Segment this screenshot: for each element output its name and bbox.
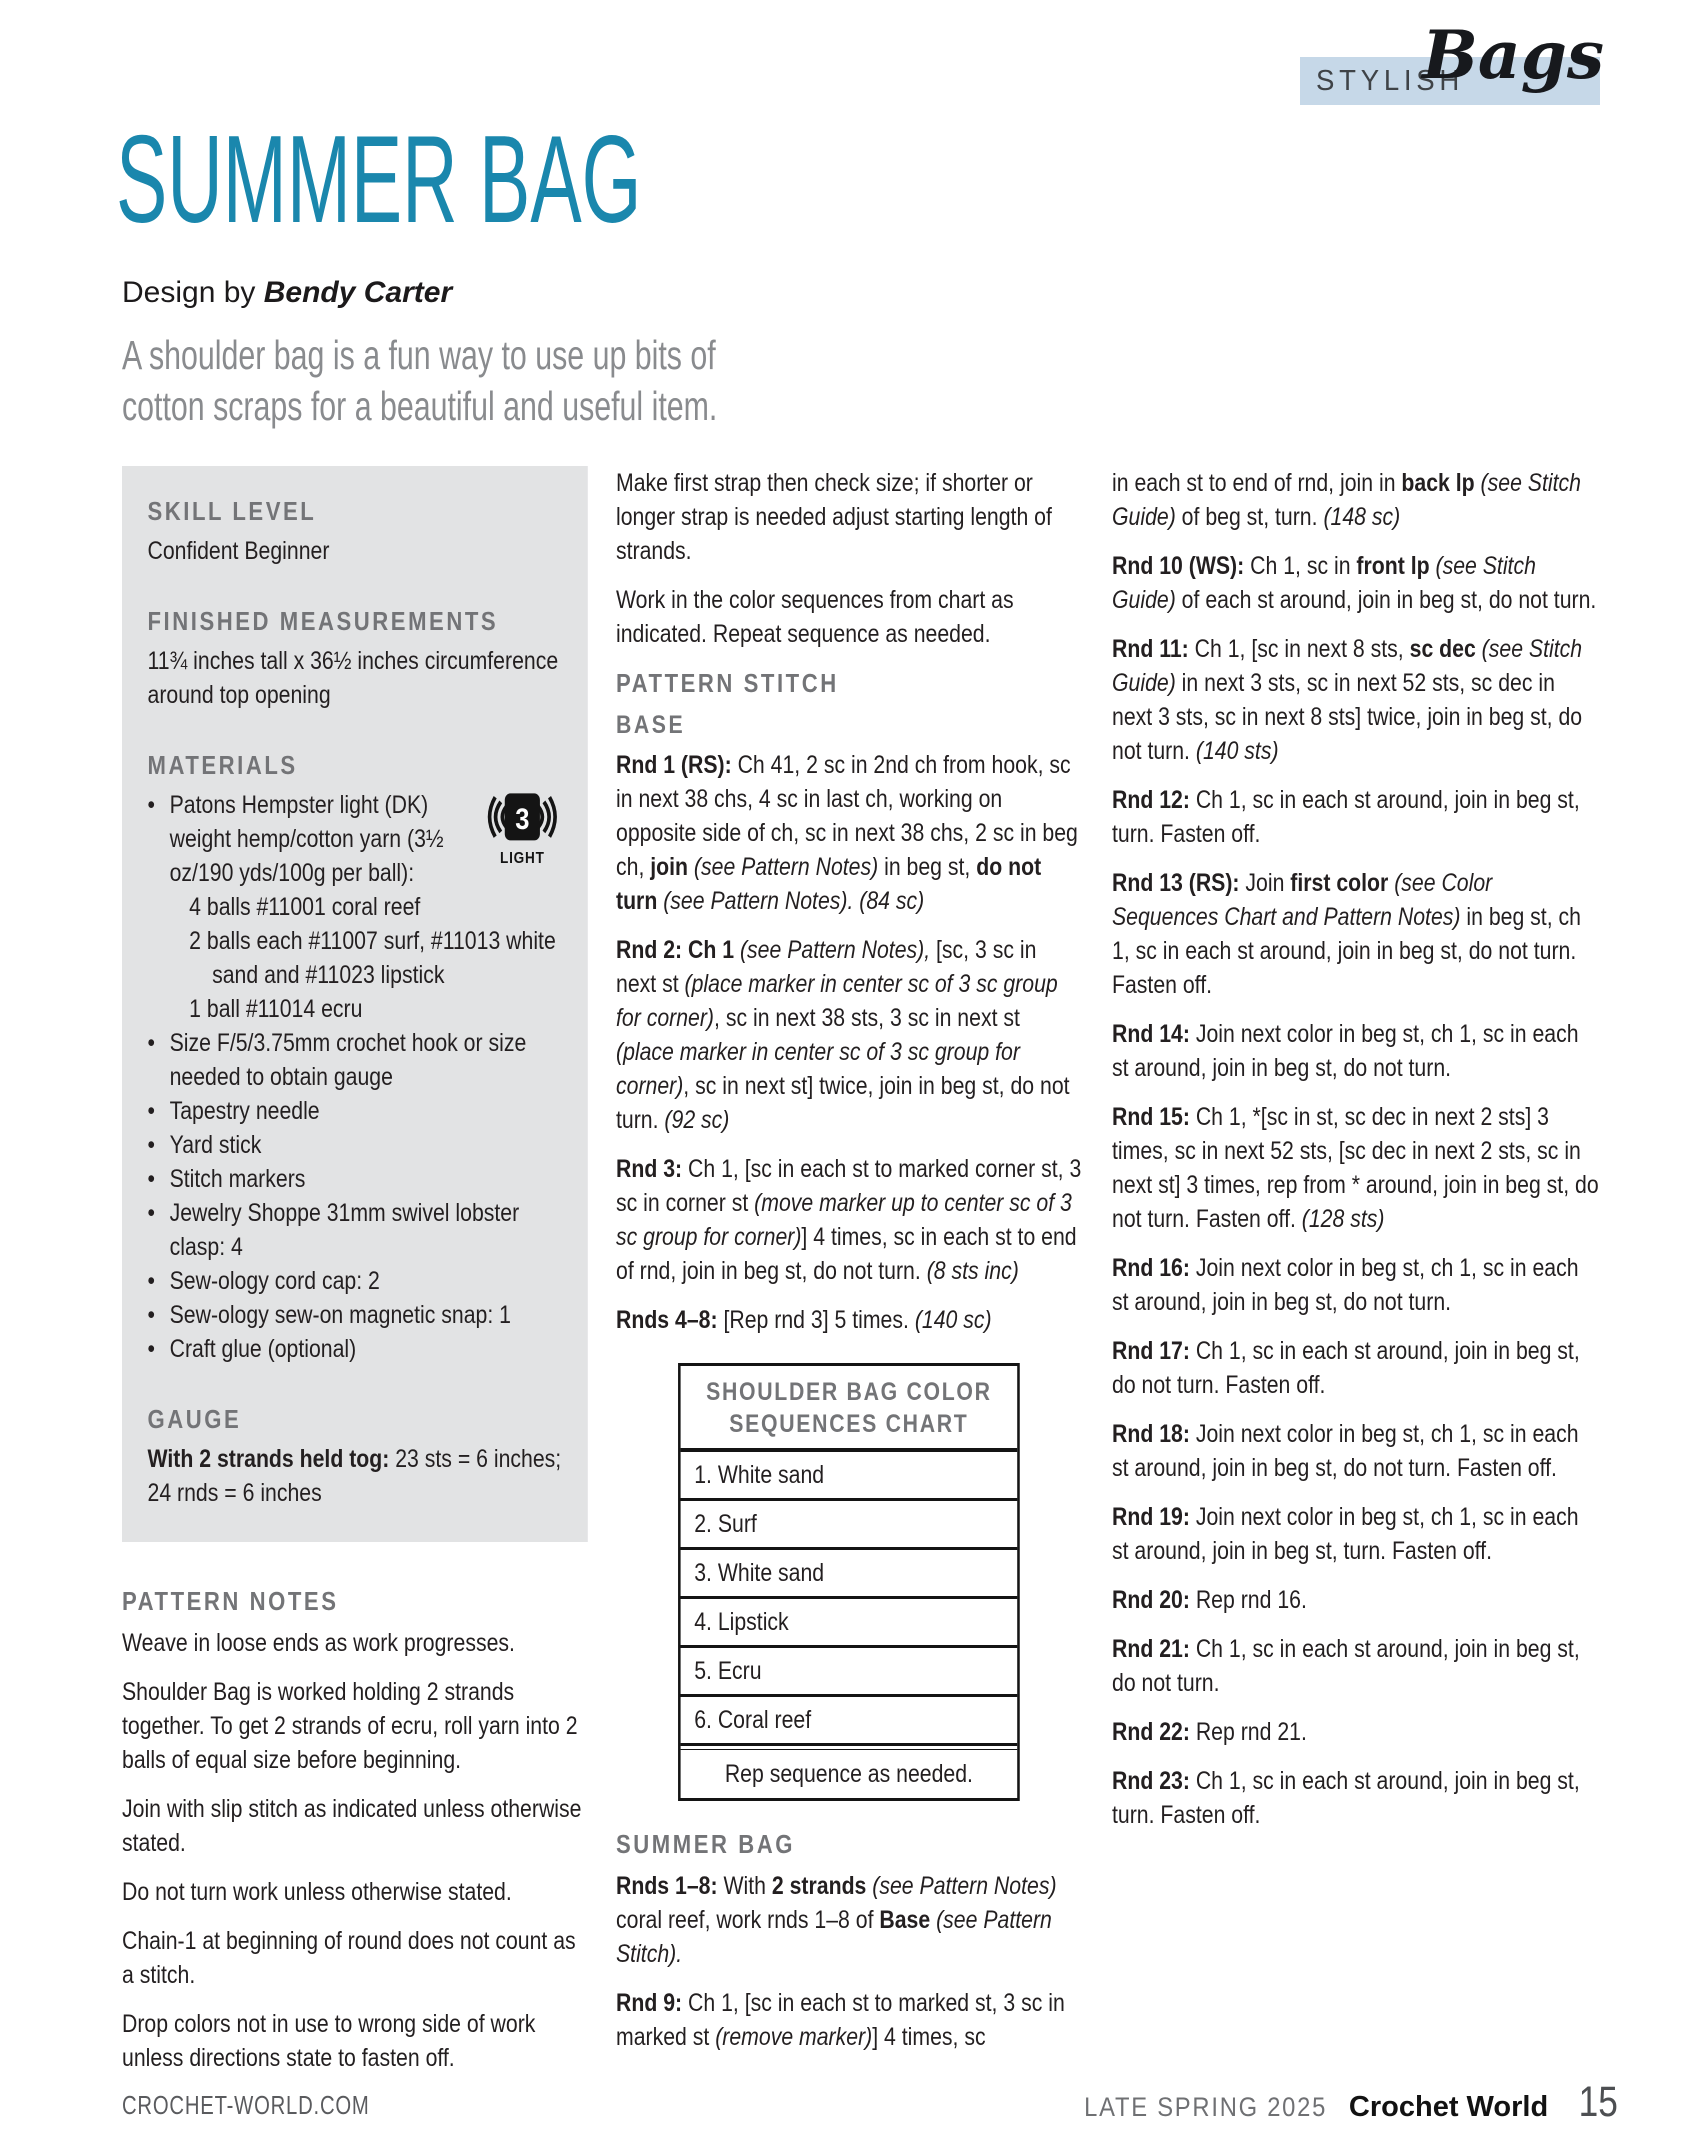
color-sequences-chart [678, 1363, 1020, 1801]
bullet-marker: • [147, 1029, 155, 1057]
byline-prefix: Design by [122, 276, 264, 309]
material-item [148, 1128, 563, 1162]
pattern-note: Join with slip stitch as indicated unless otherwise stated. [122, 1795, 582, 1857]
pattern-note: Drop colors not in use to wrong side of work unless directions state to fasten off. [122, 2010, 536, 2072]
material-text: Craft glue (optional) [169, 1335, 357, 1363]
material-subitem: 1 ball #11014 ecru [189, 995, 363, 1023]
masthead-bags-script: Bags [1422, 16, 1604, 94]
material-item [148, 1298, 563, 1332]
gauge-value [148, 1442, 563, 1510]
round-instruction: Rnds 4–8: [Rep rnd 3] 5 times. (140 sc) [616, 1306, 992, 1334]
gauge-heading: GAUGE [147, 1404, 242, 1434]
footer-issue: LATE SPRING 2025 [1083, 2092, 1327, 2122]
skill-level-value: Confident Beginner [147, 537, 330, 565]
round-instruction: Rnd 16: Join next color in beg st, ch 1, sc in each st around, join in beg st, do not turn. [1112, 1254, 1579, 1316]
material-text: Stitch markers [169, 1165, 306, 1193]
finished-measurements-heading: FINISHED MEASUREMENTS [147, 606, 499, 636]
bullet-marker: • [147, 791, 155, 819]
material-item-yarn [148, 788, 563, 1026]
round-instruction: Rnd 3: Ch 1, [sc in each st to marked corner st, 3 sc in corner st (move marker up to center sc of 3 sc group for corner)] 4 times, sc in each st to end of rnd, join in beg st, do not turn. (8 sts inc) [616, 1155, 1082, 1285]
material-item [148, 1264, 563, 1298]
round-instruction: Rnd 14: Join next color in beg st, ch 1, sc in each st around, join in beg st, do not turn. [1112, 1020, 1579, 1082]
material-item [148, 1162, 563, 1196]
middle-column [616, 466, 1082, 2054]
intro-text [122, 330, 717, 432]
material-subitem: 4 balls #11001 coral reef [189, 893, 421, 921]
round-instruction: Rnd 10 (WS): Ch 1, sc in front lp (see Stitch Guide) of each st around, join in beg st, do not turn. [1112, 552, 1597, 614]
intro-line-1: A shoulder bag is a fun way to use up bits of [122, 332, 716, 378]
material-text: Yard stick [169, 1131, 262, 1159]
page-title: SUMMER BAG [116, 111, 642, 249]
chart-row: 5. Ecru [681, 1645, 1018, 1697]
bullet-marker: • [147, 1097, 155, 1125]
material-subitem: 2 balls each #11007 surf, #11013 white sand and #11023 lipstick [189, 927, 556, 989]
round-instruction: Rnds 1–8: With 2 strands (see Pattern Notes) coral reef, work rnds 1–8 of Base (see Pattern Stitch). [616, 1872, 1057, 1968]
round-instruction: Rnd 9: Ch 1, [sc in each st to marked st, 3 sc in marked st (remove marker)] 4 times, sc [616, 1989, 1065, 2051]
round-instruction: Rnd 15: Ch 1, *[sc in st, sc dec in next 2 sts] 3 times, sc in next 52 sts, [sc dec in next 2 sts, sc in next st] 3 times, rep from * around, join in beg st, do not turn. Fasten off. (128 sts) [1112, 1103, 1599, 1233]
round-instruction: Rnd 1 (RS): Ch 41, 2 sc in 2nd ch from hook, sc in next 38 chs, 4 sc in last ch, working on opposite side of ch, sc in next 38 chs, 2 sc in beg ch, join (see Pattern Notes) in beg st, do not turn (see Pattern Notes). (84 sc) [616, 751, 1078, 915]
footer-magazine-name: Crochet World [1348, 2091, 1549, 2123]
round-instruction: Rnd 2: Ch 1 (see Pattern Notes), [sc, 3 sc in next st (place marker in center sc of 3 sc group for corner), sc in next 38 sts, 3 sc in next st (place marker in center sc of 3 sc group for corner), sc in next st] twice, join in beg st, do not turn. (92 sc) [616, 936, 1070, 1134]
pattern-notes-section [122, 1584, 588, 2075]
left-column [122, 466, 588, 2075]
round-instruction: Rnd 22: Rep rnd 21. [1112, 1718, 1307, 1746]
material-item [148, 1332, 563, 1366]
bullet-marker: • [147, 1335, 155, 1363]
chart-row: 3. White sand [681, 1547, 1018, 1599]
intro-line-2: cotton scraps for a beautiful and useful item. [122, 383, 718, 429]
instruction-paragraph: Make first strap then check size; if shorter or longer strap is needed adjust starting length of strands. [616, 469, 1052, 565]
material-text: Sew-ology sew-on magnetic snap: 1 [169, 1301, 511, 1329]
masthead-stylish-label: STYLISH [1316, 64, 1465, 97]
material-text: Tapestry needle [169, 1097, 320, 1125]
round-instruction: Rnd 18: Join next color in beg st, ch 1, sc in each st around, join in beg st, do not turn. Fasten off. [1112, 1420, 1579, 1482]
material-text: Size F/5/3.75mm crochet hook or size needed to obtain gauge [169, 1029, 527, 1091]
material-text: Sew-ology cord cap: 2 [169, 1267, 380, 1295]
byline-author: Bendy Carter [263, 276, 453, 309]
skill-level-heading: SKILL LEVEL [147, 496, 317, 526]
materials-heading: MATERIALS [147, 750, 298, 780]
round-instruction: Rnd 23: Ch 1, sc in each st around, join in beg st, turn. Fasten off. [1112, 1767, 1580, 1829]
pattern-note: Weave in loose ends as work progresses. [122, 1629, 515, 1657]
yarn-weight-3-light-icon [482, 790, 562, 872]
base-heading: BASE [616, 711, 686, 739]
chart-row: 1. White sand [681, 1449, 1018, 1501]
chart-row: 2. Surf [681, 1498, 1018, 1550]
footer-page-number: 15 [1578, 2078, 1618, 2126]
finished-measurements-value: 11¾ inches tall x 36½ inches circumference around top opening [147, 647, 559, 709]
instruction-paragraph: Work in the color sequences from chart as indicated. Repeat sequence as needed. [616, 586, 1014, 648]
bullet-marker: • [147, 1301, 155, 1329]
pattern-notes-heading: PATTERN NOTES [122, 1586, 339, 1616]
bullet-marker: • [147, 1165, 155, 1193]
round-instruction: Rnd 20: Rep rnd 16. [1112, 1586, 1307, 1614]
summer-bag-heading: SUMMER BAG [616, 1829, 795, 1859]
pattern-stitch-heading: PATTERN STITCH [616, 668, 839, 698]
chart-row: 4. Lipstick [681, 1596, 1018, 1648]
material-item [148, 1196, 563, 1264]
svg-text:3: 3 [515, 802, 530, 836]
chart-row: 6. Coral reef [681, 1694, 1018, 1746]
material-item [148, 1026, 563, 1094]
material-text: Patons Hempster light (DK) weight hemp/cotton yarn (3½ oz/190 yds/100g per ball): [169, 791, 444, 887]
pattern-note: Do not turn work unless otherwise stated. [122, 1878, 512, 1906]
gauge-rest: 23 sts = 6 inches; 24 rnds = 6 inches [147, 1445, 562, 1507]
bullet-marker: • [147, 1199, 155, 1227]
round-instruction: Rnd 17: Ch 1, sc in each st around, join in beg st, do not turn. Fasten off. [1112, 1337, 1580, 1399]
pattern-note: Chain-1 at beginning of round does not count as a stitch. [122, 1927, 576, 1989]
round-instruction: in each st to end of rnd, join in back lp (see Stitch Guide) of beg st, turn. (148 sc) [1112, 469, 1581, 531]
byline [122, 276, 452, 310]
round-instruction: Rnd 11: Ch 1, [sc in next 8 sts, sc dec (see Stitch Guide) in next 3 sts, sc in next 52 sts, sc dec in next 3 sts, sc in next 8 sts] twice, join in beg st, do not turn. (140 sts) [1112, 635, 1583, 765]
right-column [1112, 466, 1600, 1832]
footer-right [1051, 2078, 1618, 2127]
gauge-bold: With 2 strands held tog: [147, 1445, 390, 1473]
bullet-marker: • [147, 1131, 155, 1159]
material-item [148, 1094, 563, 1128]
round-instruction: Rnd 13 (RS): Join first color (see Color Sequences Chart and Pattern Notes) in beg st, ch 1, sc in each st around, join in beg st, do not turn. Fasten off. [1112, 869, 1581, 999]
pattern-note: Shoulder Bag is worked holding 2 strands together. To get 2 strands of ecru, roll yarn into 2 balls of equal size before beginning. [122, 1678, 578, 1774]
info-box [122, 466, 588, 1542]
material-text-wrap [170, 788, 563, 1026]
bullet-marker: • [147, 1267, 155, 1295]
round-instruction: Rnd 21: Ch 1, sc in each st around, join in beg st, do not turn. [1112, 1635, 1580, 1697]
svg-text:LIGHT: LIGHT [499, 850, 545, 868]
round-instruction: Rnd 19: Join next color in beg st, ch 1, sc in each st around, join in beg st, turn. Fasten off. [1112, 1503, 1579, 1565]
round-instruction: Rnd 12: Ch 1, sc in each st around, join in beg st, turn. Fasten off. [1112, 786, 1580, 848]
chart-title: SHOULDER BAG COLOR SEQUENCES CHART [681, 1366, 1018, 1449]
footer-site-url: CROCHET-WORLD.COM [122, 2090, 370, 2120]
chart-footer-note: Rep sequence as needed. [681, 1749, 1018, 1798]
material-text: Jewelry Shoppe 31mm swivel lobster clasp: 4 [169, 1199, 520, 1261]
